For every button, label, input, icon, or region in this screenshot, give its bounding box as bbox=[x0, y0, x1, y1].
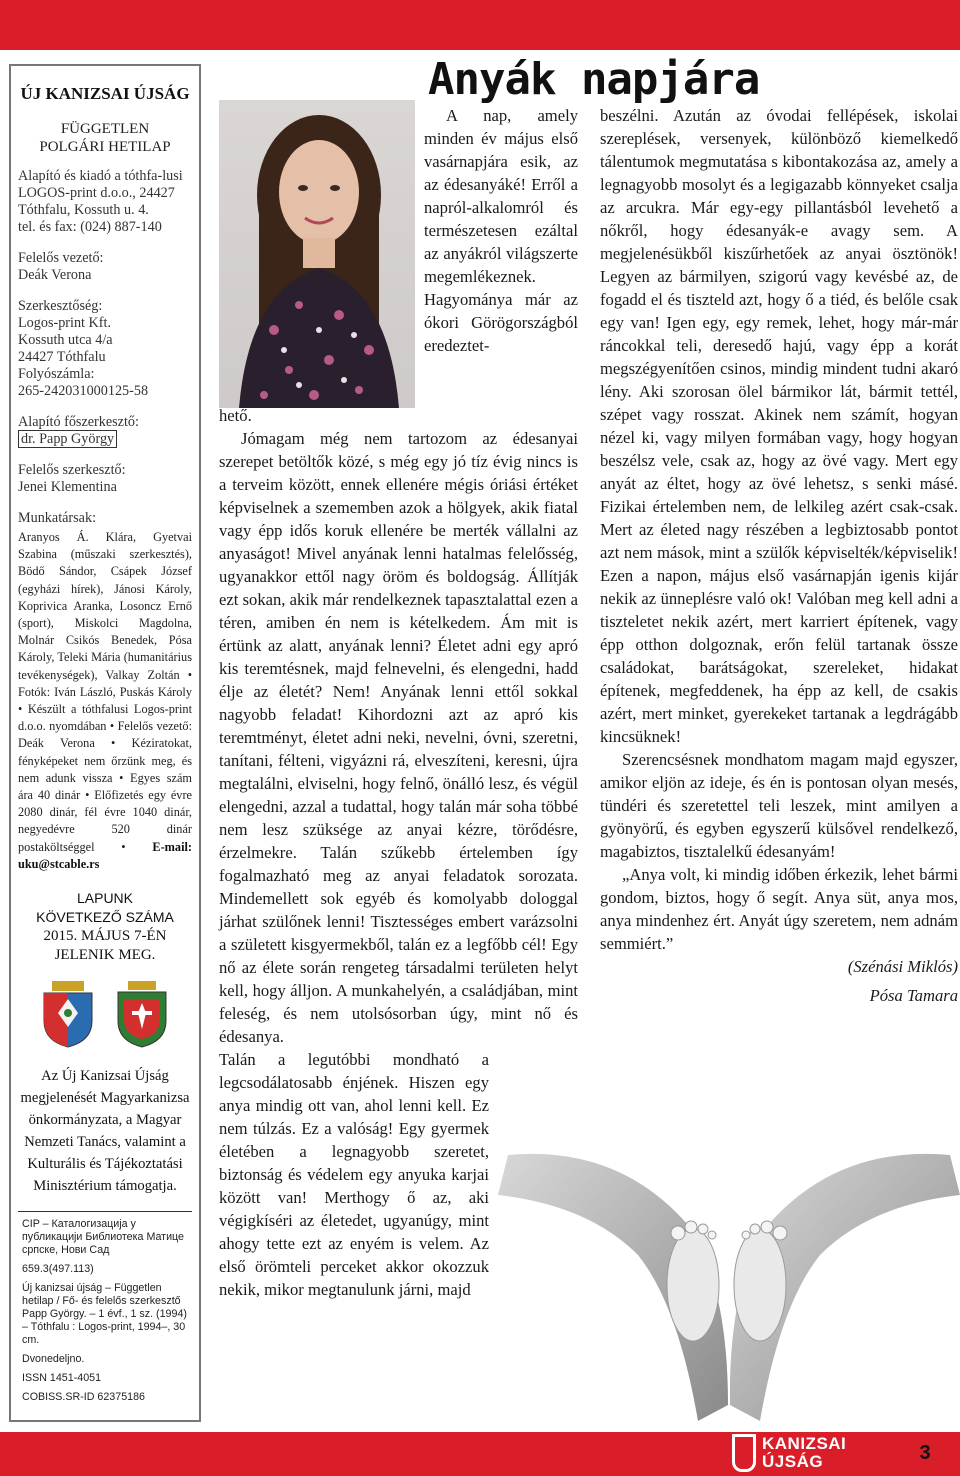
phone: tel. és fax: (024) 887-140 bbox=[18, 219, 162, 235]
subtitle-line-2: POLGÁRI HETILAP bbox=[39, 139, 171, 155]
article-headline: Anyák napjára bbox=[428, 54, 760, 105]
account: 265-242031000125-58 bbox=[18, 383, 149, 399]
founder-editor-block bbox=[18, 414, 192, 448]
account-label: Folyószámla: bbox=[18, 366, 95, 382]
email: E-mail: uku@stcable.rs bbox=[18, 839, 192, 871]
page-number: 3 bbox=[919, 1442, 931, 1464]
resp-manager: Deák Verona bbox=[18, 267, 92, 283]
quote-author: (Szénási Miklós) bbox=[847, 957, 958, 976]
hands-heart-illustration-icon bbox=[498, 1135, 960, 1421]
publisher-block bbox=[18, 168, 192, 236]
cip-line-4: Dvonedeljno. bbox=[22, 1353, 85, 1366]
top-red-bar bbox=[0, 0, 960, 50]
article-intro-column bbox=[424, 104, 578, 357]
resp-editor-block bbox=[18, 462, 192, 496]
cip-record bbox=[18, 1211, 192, 1404]
support-note: Az Új Kanizsai Újság megjelenését Magyarkanizsa önkormányzata, a Magyar Nemzeti Tanács, valamint a Kulturális és Tájékoztatási Minisztérium támogatja. bbox=[20, 1068, 190, 1195]
masthead-subtitle bbox=[18, 120, 192, 156]
article-right-p1: beszélni. Azután az óvodai fellépések, iskolai szereplések, versenyek, különböző kiemelkedő tálentumok megmutatása s kibontakozása az, amely a legnagyobb mosolyt és a legigazabb könnyeket csalja az arcukra. Már egy-egy pillantásból levehető a nőkről, hogy édesanyák-e avagy sem. A megjelenésükből kiszűrhetőek az anyai ösztönök! Legyen az bármilyen, szigorú vagy kevésbé az, de fogadd el és tiszteld azt, hogy ő a tiéd, és belőle csak egy van! Igen egy, egy remek, lehet, hogy már-már ráncokkal teli, deresedő hajú, vagy épp a korát megszégyenítően csinos, mindig mindent tudni akaró lény. Aki szorosan ölel bármikor lát, bármit tettél, szépet vagy rosszat. Akinek nem számít, hogyan nézel ki, vagy milyen formában vagy, hogy hogyan beszélsz vele, csak az, hogy az övé vagy. Mert egy anyát az éltet, hogy az övé lehetsz, s senki másé. Fizikai értelemben nem, de lelkileg azért csak-csak. Mert az életed nagy részében a legbiztosabb pontot azt nem mások, mint a szülők képviselték/képviselik! Ezen a napon, május első vasárnapján igenis kijár nekik az ünneplésre való ok! Valóban meg kell adni a tiszteletet nekik azért, mert karriert építenek, vagy épp otthon dolgoznak, erőn felül tartanak össze családokat, barátságokat, szereleket, hidakat építenek, megfeddenek, ha épp az kell, de csakis azért, mert minket, gyerekeket tartanak a legdrágább kincsüknek! bbox=[600, 106, 958, 746]
article-right-p2: Szerencsésnek mondhatom magam majd egyszer, amikor eljön az ideje, és én is pontosan olyan mesés, tündéri és szeretettel teli leszek, mint amilyen a gyönyörű, és egyben egyszerű külsővel rendelkező, magabiztos, tisztalelkű édesanyám! bbox=[600, 750, 958, 861]
article-p2-narrow: Talán a legutóbbi mondható a legcsodálatosabb énjének. Hiszen egy anya mindig ott van, ahol lenni kell. Ez nem túlzás. Ez a valóság! Egy gyermek életében a legnagyobb szeretet, biztonság és védelem egy anyuka karjai között van! Merthogy ő az, aki végigkíséri az életedet, ugyanúgy, mint ahogy tette ezt az enyém is velem. Az első örömteli perceket akkor okozzuk nekik, mikor megtanulunk járni, majd bbox=[219, 1050, 489, 1299]
article-author: Pósa Tamara bbox=[869, 986, 958, 1005]
next-issue-line-3: 2015. MÁJUS 7-ÉN bbox=[43, 928, 167, 945]
resp-editor: Jenei Klementina bbox=[18, 479, 117, 495]
coat-of-arms-kanizsa-icon bbox=[38, 979, 98, 1049]
hands-heart-photo bbox=[498, 1135, 960, 1421]
article-p1-end: hető. bbox=[219, 406, 252, 425]
editorial-name: Logos-print Kft. bbox=[18, 315, 111, 331]
editorial-block bbox=[18, 298, 192, 400]
cip-line-1: CIP – Каталогизација у публикацији Библиотека Матице српске, Нови Сад bbox=[22, 1218, 184, 1257]
article-right-column bbox=[600, 104, 958, 1007]
staff-label: Munkatársak: bbox=[18, 510, 97, 526]
logo-text bbox=[762, 1435, 846, 1471]
cip-line-3: Új kanizsai újság – Független hetilap / Fő- és felelős szerkesztő Papp György. – 1 évf., 1 sz. (1994) – Tóthfalu : Logos-print, 1994–, 30 cm. bbox=[22, 1282, 187, 1347]
impressum-sidebar bbox=[9, 64, 201, 1422]
coats-of-arms bbox=[18, 979, 192, 1049]
logo-line-2: ÚJSÁG bbox=[762, 1452, 824, 1471]
cip-line-2: 659.3(497.113) bbox=[22, 1263, 94, 1276]
editorial-addr2: 24427 Tóthfalu bbox=[18, 349, 106, 365]
logo-mark-icon bbox=[732, 1434, 756, 1472]
article-quote: „Anya volt, ki mindig időben érkezik, lehet bármi gondom, biztos, hogy ő segít. Anya süt, anya mos, anya mindenhez ért. Anyát úgy szeretem, nem adnám semmiért.” bbox=[600, 865, 958, 953]
next-issue-line-4: JELENIK MEG. bbox=[54, 947, 156, 964]
footer-logo bbox=[732, 1434, 846, 1472]
coat-of-arms-serbia-icon bbox=[112, 979, 172, 1049]
masthead-title: ÚJ KANIZSAI ÚJSÁG bbox=[20, 84, 190, 103]
next-issue-line-1: LAPUNK bbox=[76, 890, 134, 907]
publisher: Alapító és kiadó a tóthfa-lusi LOGOS-print d.o.o., 24427 Tóthfalu, Kossuth u. 4. bbox=[18, 168, 183, 218]
founder-editor-label: Alapító főszerkesztő: bbox=[18, 414, 139, 430]
next-issue-line-2: KÖVETKEZŐ SZÁMA bbox=[36, 909, 174, 926]
resp-manager-label: Felelős vezető: bbox=[18, 250, 104, 266]
next-issue-notice bbox=[18, 889, 192, 965]
resp-editor-label: Felelős szerkesztő: bbox=[18, 462, 126, 478]
founder-editor: dr. Papp György bbox=[18, 430, 117, 448]
resp-manager-block bbox=[18, 250, 192, 284]
subtitle-line-1: FÜGGETLEN bbox=[60, 121, 150, 137]
staff-text: Aranyos Á. Klára, Gyetvai Szabina (műszaki szerkesztés), Bödő Sándor, Csápek József (egyházi hírek), Jánosi Károly, Koprivica Aranka, Losoncz Ernő (sport), Miskolci Magdolna, Molnár Csikós Benedek, Pósa Károly, Teleki Mária (humanitárius tevékenységek), Valkay Zoltán • Fotók: Iván László, Puskás Károly • Készült a tóthfalusi Logos-print d.o.o. nyomdában • Felelős vezető: Deák Verona • Kéziratokat, fényképeket nem őrzünk meg, és nem adunk vissza • Egyes szám ára 40 dinár • Előfizetés egy évre 2080 dinár, fél évre 1040 dinár, negyedévre 520 dinár postaköltséggel • bbox=[18, 530, 192, 854]
staff-list bbox=[18, 529, 192, 873]
logo-line-1: KANIZSAI bbox=[762, 1434, 847, 1453]
cip-line-6: COBISS.SR-ID 62375186 bbox=[22, 1391, 145, 1404]
cip-line-5: ISSN 1451-4051 bbox=[22, 1372, 102, 1385]
editorial-label: Szerkesztőség: bbox=[18, 298, 103, 314]
portrait-photo bbox=[219, 100, 415, 408]
article-intro: A nap, amely minden év május első vasárnapjára esik, az az édesanyáké! Erről a napról-alkalomról és természetesen ezáltal az anyákról világszerte megemlékeznek. Hagyománya már az ókori Görögországból eredeztet- bbox=[424, 106, 578, 355]
article-p2: Jómagam még nem tartozom az édesanyai szerepet betöltők közé, s még egy jó tíz évig nincs is a terveim között, ennek ellenére mégis óriási értéket képviselnek a szememben azok a hölgyek, akik fiatal vagy épp idős koruk ellenére be merték vállalni az anyaságot! Mivel anyának lenni hatalmas felelősség, ugyanakkor ettől nagy öröm és boldogság. Állítják ezt sokan, akik már rendelkeznek tapasztalattal ezen a téren, amiben én nem is kételkedem. Ám mit is értünk az alatt, anyának lenni? Életet adni egy apró kis teremtésnek, majd felnevelni, és elengedni, hadd élje az életét? Nem! Anyának lenni ettől sokkal nagyobb feladat! Kihordozni azt az apró kis teremtményt, életet adni neki, nevelni, óvni, szeretni, tanítani, félteni, vigyázni rá, elveszíteni, keresni, újra megtalálni, elviselni, hogy felnő, önálló lesz, és végül elengedni, azzal a tudattal, hogy talán már soha többé nem lesz szüksége az anyai kézre, törődésre, érzelmekre. Talán szűkebb értelemben így fogalmazható meg az anyai feladatok sorozata. Mindemellett sok egyéb és komolyabb dologgal járhat szülőnek lenni! Tisztességes embert varázsolni a született kisgyermekből, talán ez a legfőbb cél! Egy nő az élete során rengeteg társadalmi területen helyt kell, hogy álljon. A munkahelyén, a családjában, mint feleség, és nem utolsósorban úgy, mint nő és édesanya. bbox=[219, 429, 578, 1046]
portrait-illustration-icon bbox=[219, 100, 415, 408]
editorial-addr1: Kossuth utca 4/a bbox=[18, 332, 113, 348]
